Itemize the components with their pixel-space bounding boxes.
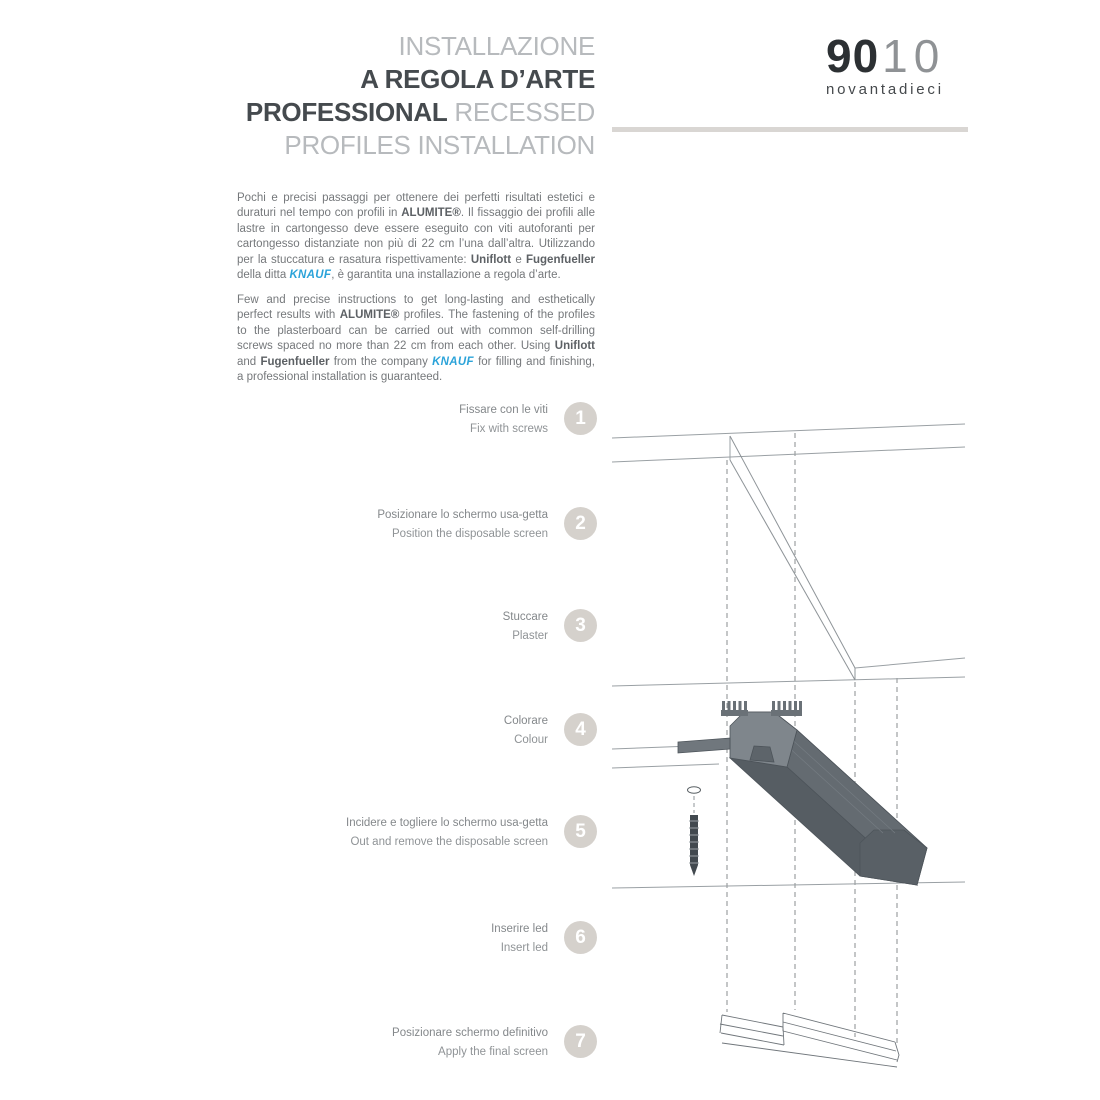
intro-paragraph-it: Pochi e precisi passaggi per ottenere dei perfetti risultati estetici e duraturi nel tempo con profili in ALUMITE®. Il fissaggio dei profili alle lastre in cartongesso deve essere eseguito con viti autoforanti per cartongesso distanziate non più di 22 cm l’una dall’altra. Utilizzando per la stuccatura e rasatura rispettivamente: Uniflott e Fugenfueller della ditta KNAUF, è garantita una installazione a regola d’arte. (237, 191, 595, 282)
step-label-it: Incidere e togliere lo schermo usa-getta (346, 817, 548, 829)
step-row-2 (238, 506, 548, 544)
title-line-mixed: PROFESSIONAL RECESSED (245, 97, 595, 127)
title-line-it-bold: A REGOLA D’ARTE (360, 64, 595, 94)
step-label-en: Fix with screws (470, 423, 548, 435)
title-line-it-light: INSTALLAZIONE (398, 31, 595, 61)
mounting-flange (678, 738, 730, 753)
step-row-4 (238, 712, 548, 750)
final-screen-wireframe (720, 1013, 899, 1067)
page-title (175, 30, 595, 162)
step-row-7 (238, 1024, 548, 1062)
title-line-en-light: PROFILES INSTALLATION (284, 130, 595, 160)
knauf-logo-text: KNAUF (289, 269, 332, 282)
screw-icon (688, 787, 701, 876)
recessed-profile (678, 701, 927, 885)
step-number-badge: 1 (564, 402, 597, 435)
step-label-en: Position the disposable screen (392, 528, 548, 540)
step-number-badge: 6 (564, 921, 597, 954)
logo-subtitle: novantadieci (826, 81, 944, 98)
knauf-logo-text: KNAUF (432, 355, 474, 368)
step-label-en: Colour (514, 734, 548, 746)
step-row-1 (238, 401, 548, 439)
intro-paragraph-en: Few and precise instructions to get long-lasting and esthetically perfect results with ALUMITE® profiles. The fastening of the profiles to the plasterboard can be carried out with common self-drilling screws spaced no more than 22 cm from each other. Using Uniflott and Fugenfueller from the company KNAUF for filling and finishing, a professional installation is guaranteed. (237, 293, 595, 384)
step-row-3 (238, 608, 548, 646)
disposable-screen-strip (730, 436, 855, 680)
step-label-it: Inserire led (491, 923, 548, 935)
step-row-5 (238, 814, 548, 852)
step-row-6 (238, 920, 548, 958)
step-label-en: Apply the final screen (438, 1046, 548, 1058)
step-label-it: Posizionare schermo definitivo (392, 1027, 548, 1039)
step-label-en: Out and remove the disposable screen (350, 836, 548, 848)
step-label-en: Plaster (512, 630, 548, 642)
step-label-en: Insert led (500, 942, 548, 954)
step-label-it: Fissare con le viti (459, 404, 548, 416)
step-label-it: Colorare (503, 715, 548, 727)
step-number-badge: 4 (564, 713, 597, 746)
step-label-it: Stuccare (502, 611, 548, 623)
ceiling-panel-lines (612, 424, 965, 888)
logo-9010: 9010 (826, 30, 946, 82)
brand-logo (826, 30, 986, 98)
step-number-badge: 7 (564, 1025, 597, 1058)
header-divider (612, 127, 968, 132)
step-label-it: Posizionare lo schermo usa-getta (377, 509, 548, 521)
step-number-badge: 2 (564, 507, 597, 540)
step-number-badge: 5 (564, 815, 597, 848)
step-number-badge: 3 (564, 609, 597, 642)
installation-illustration (612, 415, 972, 1090)
